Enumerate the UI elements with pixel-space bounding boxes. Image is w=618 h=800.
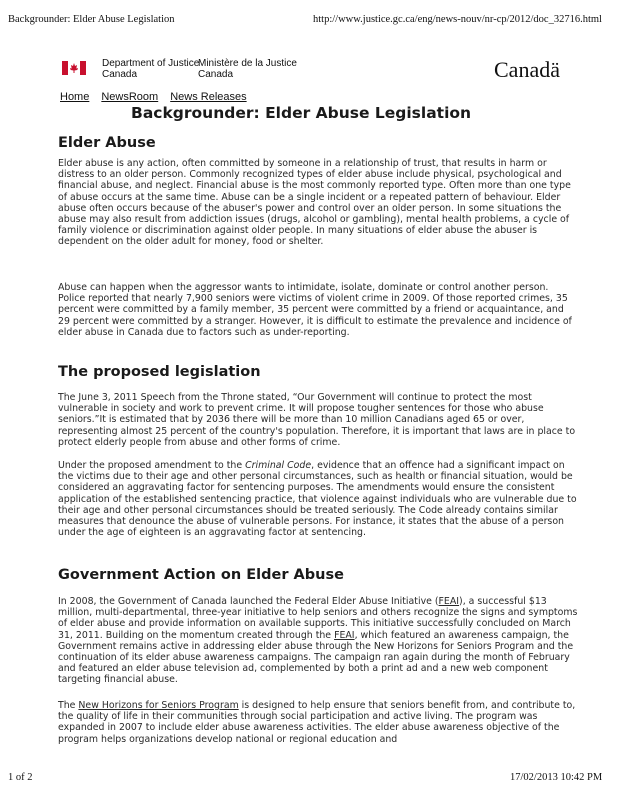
- paragraph-proposed-2: Under the proposed amendment to the Criminal Code, evidence that an offence had a significant impact on the victims due to their age and other personal circumstances, such as health or financial situation, would be considered an aggravating factor for sentencing purposes. The amendments would ensure the consistent application of the established sentencing practice, that violence against individuals who are vulnerable due to their age and other personal circumstances should be treated seriously. The Code already contains similar measures that denounce the abuse of vulnerable persons. For instance, it states that the abuse of a person under the age of eighteen is an aggravating factor at sentencing.: [58, 460, 577, 539]
- print-header-url: http://www.justice.gc.ca/eng/news-nouv/nr-cp/2012/doc_32716.html: [313, 14, 602, 25]
- nav-link-news-releases[interactable]: News Releases: [170, 91, 247, 103]
- new-horizons-link[interactable]: New Horizons for Seniors Program: [78, 700, 239, 711]
- nav-link-newsroom[interactable]: NewsRoom: [101, 91, 159, 103]
- paragraph-government-action-2: The New Horizons for Seniors Program is designed to help ensure that seniors benefit from, and contribute to, the quality of life in their communities through social participation and active living. The program was expanded in 2007 to include elder abuse awareness activities. The elder abuse awareness objective of the program helps organizations develop national or regional education and: [58, 700, 576, 745]
- heading-proposed-legislation: The proposed legislation: [58, 364, 261, 380]
- paragraph-government-action-1: In 2008, the Government of Canada launched the Federal Elder Abuse Initiative (FEAI), a successful $13 million, multi-departmental, three-year initiative to help seniors and others recognize the signs and symptoms of elder abuse and provide information on available supports. This initiative successfully concluded on March 31, 2011. Building on the momentum created through the FEAI, which featured an awareness campaign, the Government remains active in addressing elder abuse through the New Horizons for Seniors Program and the continuation of its elder abuse awareness campaigns. The campaign ran again during the month of February and featured an elder abuse television ad, complemented by both a print ad and a new web component targeting financial abuse.: [58, 596, 578, 686]
- heading-elder-abuse: Elder Abuse: [58, 135, 156, 151]
- nav-link-home[interactable]: Home: [60, 91, 90, 103]
- page-title: Backgrounder: Elder Abuse Legislation: [131, 104, 472, 122]
- canada-flag-icon: [62, 60, 86, 74]
- paragraph-proposed-1: The June 3, 2011 Speech from the Throne stated, “Our Government will continue to protect the most vulnerable in society and work to prevent crime. It will propose tougher sentences for those who abuse seniors.”It is estimated that by 2036 there will be more than 10 million Canadians aged 65 or over, representing almost 25 percent of the country's population. Therefore, it is important that laws are in place to protect elderly people from abuse and other forms of crime.: [58, 392, 576, 448]
- paragraph-elder-abuse-1: Elder abuse is any action, often committed by someone in a relationship of trust, that results in harm or distress to an older person. Commonly recognized types of elder abuse include physical, psychological and financial abuse, and neglect. Financial abuse is the most commonly reported type. Often more than one type of abuse occurs at the same time. Abuse can be a single incident or a repeated pattern of behaviour. Elder abuse often occurs because of the abuser's power and control over an older person. In some situations the abuse may also result from addiction issues (drugs, alcohol or gambling), mental health problems, a cycle of family violence or discrimination against older people. In many situations of elder abuse the abuser is dependent on the older adult for money, food or shelter.: [58, 158, 571, 248]
- print-header-title: Backgrounder: Elder Abuse Legislation: [8, 14, 175, 25]
- print-footer-page: 1 of 2: [8, 772, 33, 783]
- breadcrumb: [60, 85, 259, 104]
- paragraph-elder-abuse-2: Abuse can happen when the aggressor wants to intimidate, isolate, dominate or control another person. Police reported that nearly 7,900 seniors were victims of violent crime in 2009. Of those reported crimes, 35 percent were committed by a family member, 35 percent were committed by a friend or acquaintance, and 29 percent were committed by a stranger. However, it is difficult to estimate the prevalence and incidence of elder abuse in Canada due to factors such as under-reporting.: [58, 282, 572, 338]
- feai-link[interactable]: FEAI: [438, 596, 460, 607]
- department-name-en: Department of Justice Canada: [102, 58, 200, 80]
- feai-link-2[interactable]: FEAI: [334, 629, 355, 641]
- criminal-code-italic: Criminal Code: [245, 460, 312, 471]
- department-name-fr: Ministère de la Justice Canada: [198, 58, 297, 80]
- print-footer-datetime: 17/02/2013 10:42 PM: [510, 772, 603, 783]
- heading-government-action: Government Action on Elder Abuse: [58, 567, 344, 583]
- canada-wordmark: Canadä: [494, 57, 560, 82]
